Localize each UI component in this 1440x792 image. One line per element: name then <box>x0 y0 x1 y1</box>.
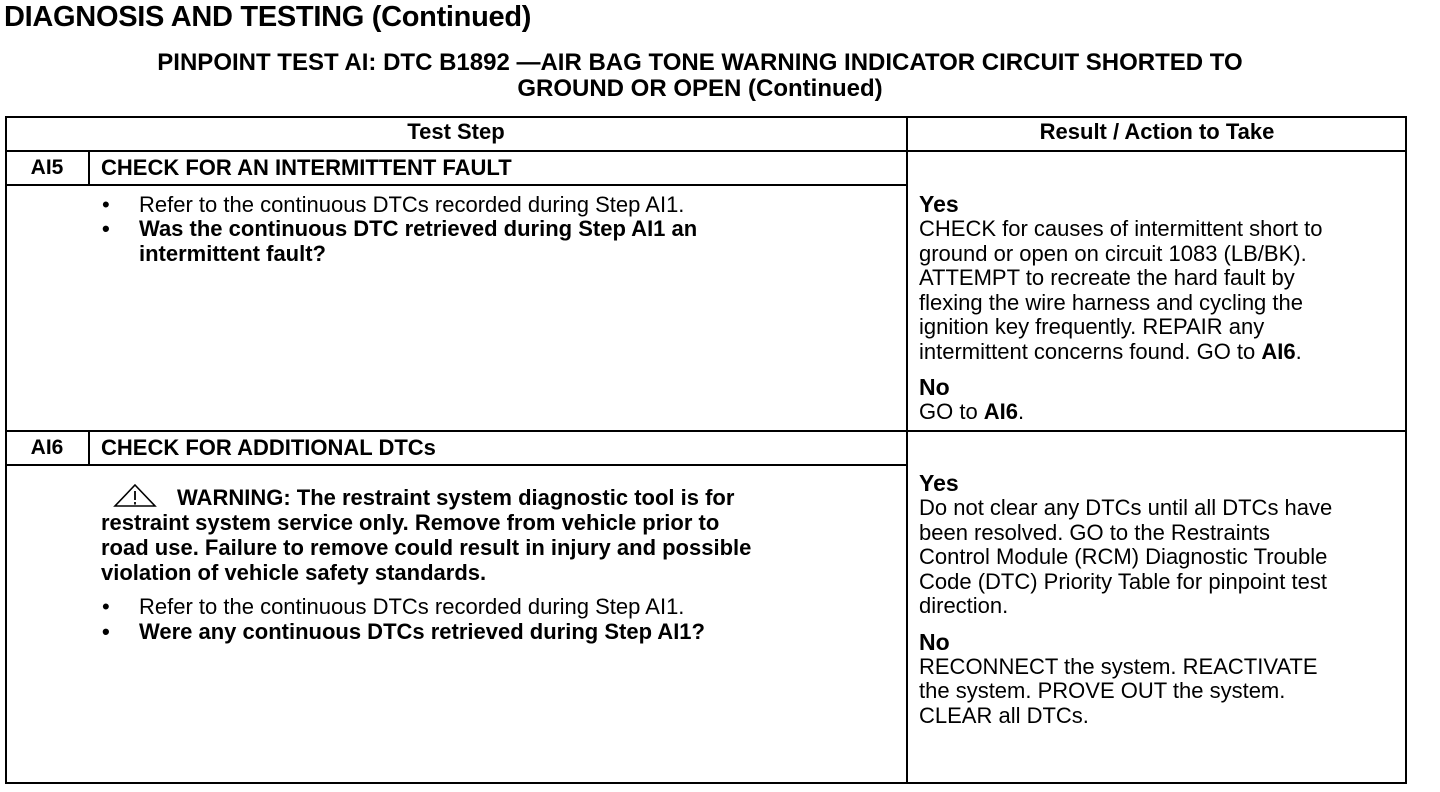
ai5-yes-period: . <box>1295 338 1302 364</box>
spacer <box>919 364 1405 374</box>
ai5-id-divider <box>88 150 90 186</box>
ai6-no-line-2: the system. PROVE OUT the system. <box>919 678 1286 703</box>
ai5-yes-line-4: flexing the wire harness and cycling the <box>919 289 1303 315</box>
ai6-yes-line-3: Control Module (RCM) Diagnostic Trouble <box>919 544 1328 569</box>
step-id-ai5: AI5 <box>30 156 64 179</box>
ai5-result <box>919 191 1405 425</box>
ai6-bullet-1-text: Refer to the continuous DTCs recorded during Step AI1. <box>139 594 685 619</box>
ai6-bullet-2-text: Were any continuous DTCs retrieved during Step AI1? <box>139 619 705 644</box>
ai6-title-divider <box>5 464 907 466</box>
column-header-result: Result / Action to Take <box>1039 119 1275 144</box>
ai6-yes-line-4: Code (DTC) Priority Table for pinpoint test <box>919 568 1327 594</box>
warning-triangle-icon <box>113 484 157 508</box>
ai6-id-divider <box>88 430 90 466</box>
spacer <box>919 619 1405 629</box>
ai6-warning-line-2: restraint system service only. Remove from vehicle prior to <box>101 510 720 535</box>
ai5-bullet-2 <box>102 217 892 269</box>
ai5-yes-line-2: ground or open on circuit 1083 (LB/BK). <box>919 240 1307 266</box>
bullet-glyph: • <box>102 594 110 619</box>
ai6-yes-label: Yes <box>919 470 959 496</box>
ai6-bullet-2 <box>102 620 892 646</box>
column-divider <box>906 116 908 784</box>
ai6-no-line-3: CLEAR all DTCs. <box>919 702 1089 728</box>
ai5-no-goto: AI6 <box>983 399 1019 424</box>
row-divider <box>5 430 1407 432</box>
ai5-bullet-1-text: Refer to the continuous DTCs recorded during Step AI1. <box>139 192 685 217</box>
pinpoint-test-title-line2: GROUND OR OPEN (Continued) <box>517 75 883 102</box>
ai6-yes-line-1: Do not clear any DTCs until all DTCs have <box>919 495 1333 520</box>
ai5-bullet-2-line2: intermittent fault? <box>139 240 326 266</box>
ai5-yes-line-3: ATTEMPT to recreate the hard fault by <box>919 265 1295 290</box>
step-title-ai5: CHECK FOR AN INTERMITTENT FAULT <box>101 155 512 180</box>
ai5-yes-line-6 <box>919 340 1405 365</box>
pinpoint-test-title-line1: PINPOINT TEST AI: DTC B1892 —AIR BAG TONE WARNING INDICATOR CIRCUIT SHORTED TO <box>157 49 1243 76</box>
ai6-warning-line-3: road use. Failure to remove could result in injury and possible <box>101 535 752 560</box>
ai5-bullet-2-line1: Was the continuous DTC retrieved during Step AI1 an <box>139 216 698 241</box>
step-id-ai6: AI6 <box>30 436 64 459</box>
ai6-warning-line-1 <box>101 484 881 510</box>
ai5-no-text: GO to <box>919 399 984 424</box>
step-title-ai6: CHECK FOR ADDITIONAL DTCs <box>101 435 436 460</box>
ai5-bullet-2-text <box>139 217 697 266</box>
ai5-no-period: . <box>1018 399 1025 424</box>
ai5-no-line <box>919 400 1405 425</box>
header-divider <box>5 150 1407 152</box>
ai5-yes-line-1: CHECK for causes of intermittent short to <box>919 216 1323 241</box>
bullet-glyph: • <box>102 216 110 241</box>
page-heading: DIAGNOSIS AND TESTING (Continued) <box>4 1 532 33</box>
ai6-no-label: No <box>919 628 950 655</box>
bullet-glyph: • <box>102 619 110 644</box>
bullet-glyph: • <box>102 192 110 217</box>
ai6-yes-line-2: been resolved. GO to the Restraints <box>919 519 1270 545</box>
ai6-warning <box>101 484 881 585</box>
ai5-yes-label: Yes <box>919 191 959 217</box>
ai6-warning-line-4: violation of vehicle safety standards. <box>101 560 487 585</box>
ai5-no-label: No <box>919 374 950 400</box>
pinpoint-test-title <box>0 50 1400 102</box>
ai5-yes-line-6-text: intermittent concerns found. GO to <box>919 338 1262 364</box>
ai5-title-divider <box>5 184 907 186</box>
ai5-yes-line-5: ignition key frequently. REPAIR any <box>919 314 1265 339</box>
ai6-bullet-1 <box>102 595 892 621</box>
ai6-warning-line-1-text: WARNING: The restraint system diagnostic tool is for <box>177 485 735 510</box>
ai5-yes-goto: AI6 <box>1261 338 1296 364</box>
ai6-result <box>919 470 1405 728</box>
ai6-yes-line-5: direction. <box>919 593 1009 618</box>
column-header-test-step: Test Step <box>407 119 505 144</box>
ai6-no-line-1: RECONNECT the system. REACTIVATE <box>919 653 1318 679</box>
